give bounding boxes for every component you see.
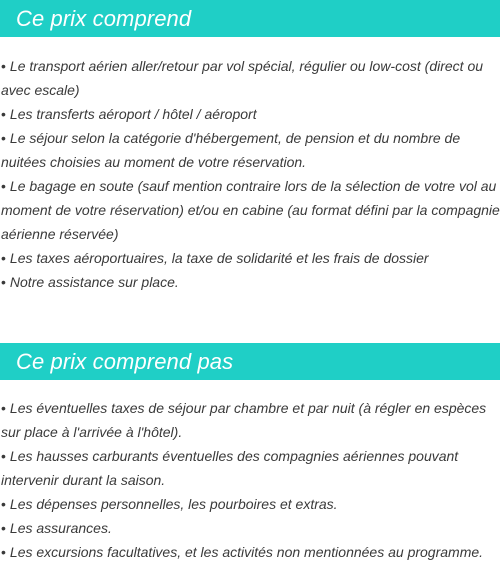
list-item-text: Les dépenses personnelles, les pourboires et extras. (9, 496, 338, 512)
list-item (1, 174, 500, 246)
list-item-text: Les éventuelles taxes de séjour par chambre et par nuit (à régler en espèces sur place à l'arrivée à l'hôtel). (1, 400, 487, 440)
bullet-icon: • (1, 178, 6, 194)
excluded-items-list (1, 396, 500, 564)
included-items-list (1, 54, 500, 294)
bullet-icon: • (1, 544, 6, 560)
list-item (1, 246, 500, 270)
bullet-icon: • (1, 106, 6, 122)
list-item-text: Le bagage en soute (sauf mention contraire lors de la sélection de votre vol au moment de votre réservation) et/ou en cabine (au format défini par la compagnie aérienne réservée) (1, 178, 500, 242)
bullet-icon: • (1, 274, 6, 290)
list-item (1, 54, 500, 102)
list-item-text: Notre assistance sur place. (9, 274, 179, 290)
list-item-text: Les excursions facultatives, et les activités non mentionnées au programme. (9, 544, 484, 560)
bullet-icon: • (1, 496, 6, 512)
list-item-text: Les taxes aéroportuaires, la taxe de solidarité et les frais de dossier (9, 250, 429, 266)
list-item-text: Le séjour selon la catégorie d'hébergement, de pension et du nombre de nuitées choisies au moment de votre réservation. (1, 130, 461, 170)
excluded-section-header (0, 343, 500, 380)
list-item-text: Le transport aérien aller/retour par vol spécial, régulier ou low-cost (direct ou avec escale) (1, 58, 484, 98)
included-section-header (0, 0, 500, 37)
bullet-icon: • (1, 58, 6, 74)
bullet-icon: • (1, 250, 6, 266)
list-item-text: Les hausses carburants éventuelles des compagnies aériennes pouvant intervenir durant la saison. (1, 448, 459, 488)
list-item (1, 516, 500, 540)
list-item (1, 444, 500, 492)
list-item (1, 102, 500, 126)
bullet-icon: • (1, 448, 6, 464)
bullet-icon: • (1, 400, 6, 416)
included-section-title: Ce prix comprend (16, 5, 192, 31)
list-item-text: Les assurances. (9, 520, 112, 536)
bullet-icon: • (1, 130, 6, 146)
list-item (1, 126, 500, 174)
list-item-text: Les transferts aéroport / hôtel / aéroport (9, 106, 257, 122)
excluded-section-title: Ce prix comprend pas (16, 348, 234, 374)
list-item (1, 270, 500, 294)
list-item (1, 540, 500, 564)
list-item (1, 396, 500, 444)
bullet-icon: • (1, 520, 6, 536)
list-item (1, 492, 500, 516)
